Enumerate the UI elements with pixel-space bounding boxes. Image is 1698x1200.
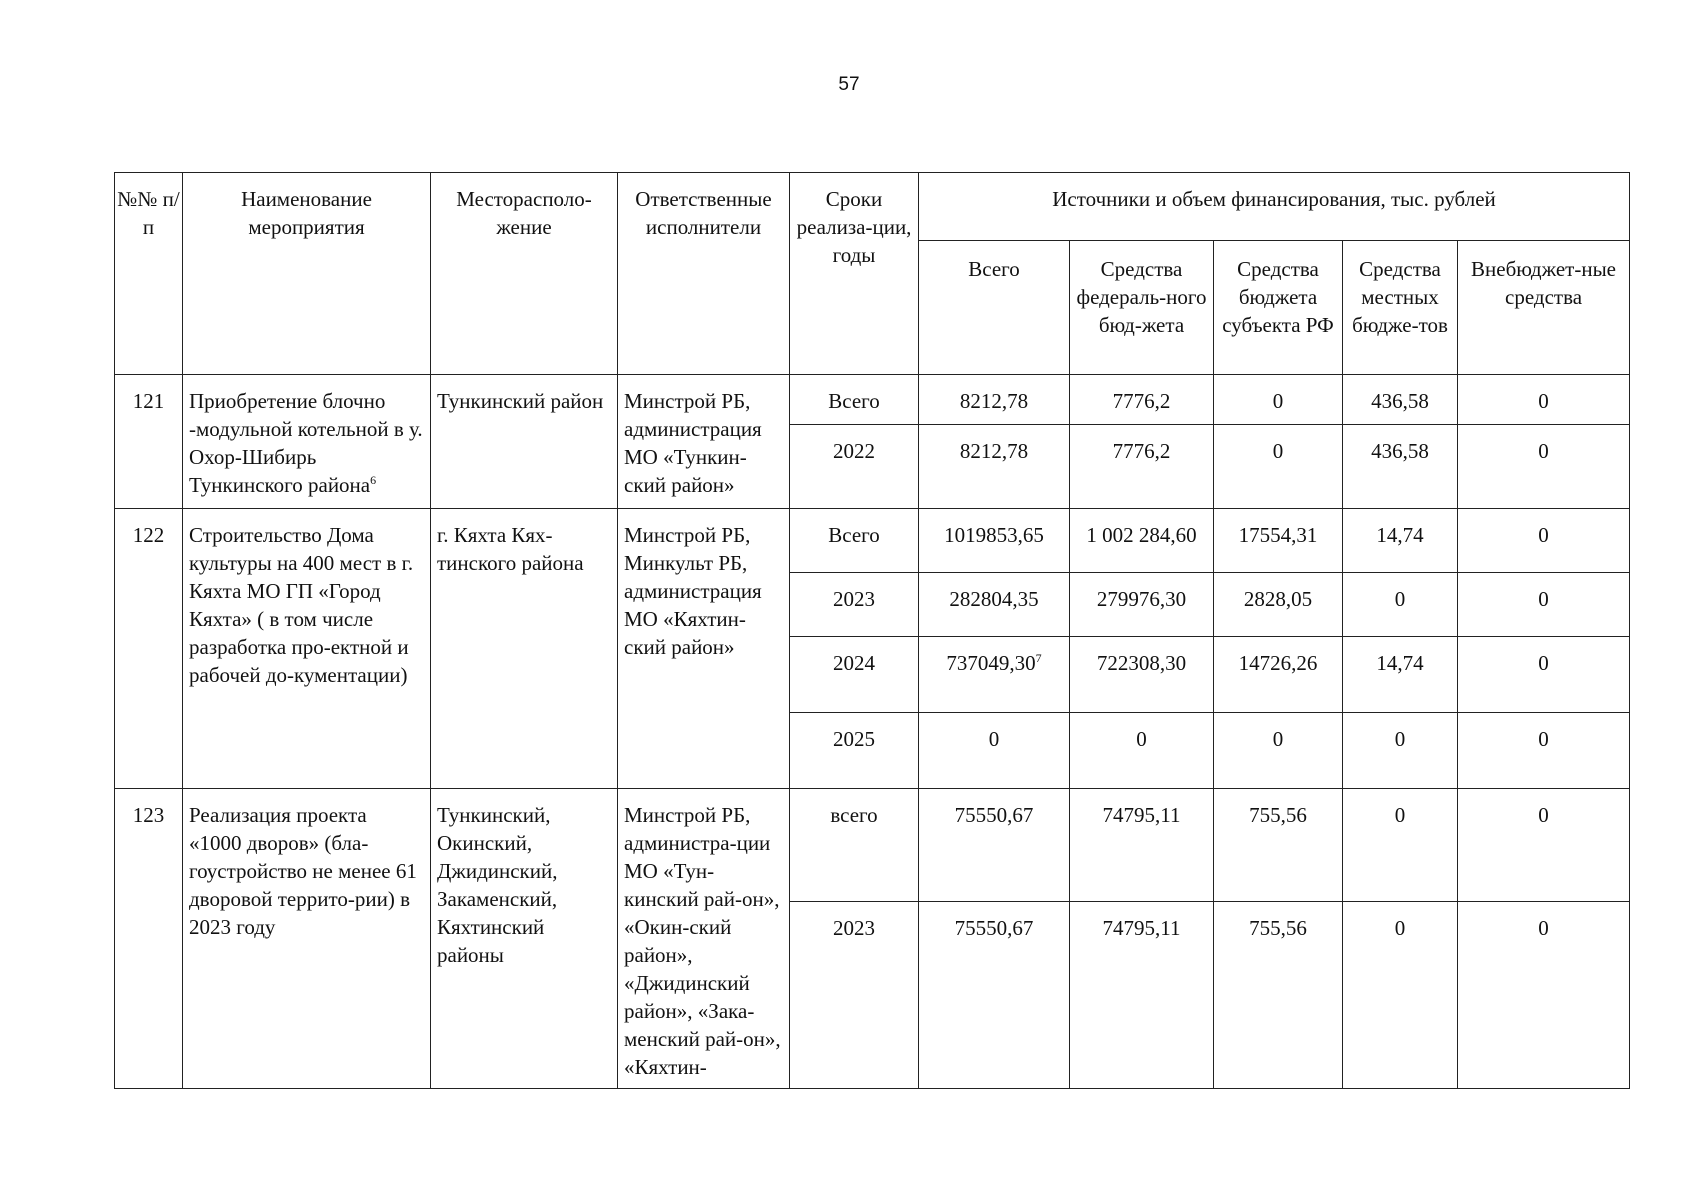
footnote-mark: 6 [370, 473, 377, 487]
cell-year: 2023 [790, 902, 919, 1089]
cell-local: 14,74 [1343, 509, 1458, 573]
cell-federal: 74795,11 [1070, 789, 1214, 902]
header-federal: Средства федераль-ного бюд-жета [1070, 241, 1214, 375]
cell-year: 2024 [790, 637, 919, 713]
cell-total: 75550,67 [919, 902, 1070, 1089]
cell-extra: 0 [1458, 509, 1630, 573]
header-location: Месторасполо-жение [431, 173, 618, 375]
cell-total: 1019853,65 [919, 509, 1070, 573]
header-row-1 [115, 173, 1630, 241]
cell-federal: 7776,2 [1070, 375, 1214, 425]
cell-total: 8212,78 [919, 375, 1070, 425]
row-location: Тункинский, Окинский, Джидинский, Закаменский, Кяхтинский районы [431, 789, 618, 1089]
header-num: №№ п/п [115, 173, 183, 375]
header-executors: Ответственные исполнители [618, 173, 790, 375]
cell-federal: 279976,30 [1070, 573, 1214, 637]
cell-extra: 0 [1458, 375, 1630, 425]
cell-local: 0 [1343, 902, 1458, 1089]
cell-extra: 0 [1458, 902, 1630, 1089]
table-row [115, 509, 1630, 573]
cell-year: 2025 [790, 713, 919, 789]
cell-extra: 0 [1458, 425, 1630, 509]
cell-year: всего [790, 789, 919, 902]
cell-local: 436,58 [1343, 425, 1458, 509]
row-location: г. Кяхта Кях-тинского района [431, 509, 618, 789]
row-name: Приобретение блочно -модульной котельной в у. Охор-Шибирь Тункинского района$^6$ [183, 375, 431, 509]
cell-year: Всего [790, 375, 919, 425]
cell-total: 75550,67 [919, 789, 1070, 902]
header-name: Наименование мероприятия [183, 173, 431, 375]
row-name: Строительство Дома культуры на 400 мест в г. Кяхта МО ГП «Город Кяхта» ( в том числе разработка про-ектной и рабочей до-кументации) [183, 509, 431, 789]
financing-table [114, 172, 1630, 1089]
cell-federal: 1 002 284,60 [1070, 509, 1214, 573]
header-local: Средства местных бюдже-тов [1343, 241, 1458, 375]
row-num: 122 [115, 509, 183, 789]
cell-regional: 0 [1214, 425, 1343, 509]
cell-total: 0 [919, 713, 1070, 789]
cell-year: Всего [790, 509, 919, 573]
cell-regional: 0 [1214, 713, 1343, 789]
cell-regional: 755,56 [1214, 902, 1343, 1089]
page-number: 57 [838, 74, 860, 95]
cell-year: 2022 [790, 425, 919, 509]
cell-local: 0 [1343, 713, 1458, 789]
cell-regional: 755,56 [1214, 789, 1343, 902]
cell-regional: 0 [1214, 375, 1343, 425]
cell-total: 737049,30$^7$ [919, 637, 1070, 713]
cell-federal: 0 [1070, 713, 1214, 789]
row-num: 121 [115, 375, 183, 509]
row-executors: Минстрой РБ, администра-ции МО «Тун-кинский рай-он», «Окин-ский район», «Джидинский район», «Зака-менский рай-он», «Кяхтин- [618, 789, 790, 1089]
cell-federal: 7776,2 [1070, 425, 1214, 509]
cell-local: 436,58 [1343, 375, 1458, 425]
cell-regional: 14726,26 [1214, 637, 1343, 713]
cell-federal: 74795,11 [1070, 902, 1214, 1089]
row-name: Реализация проекта «1000 дворов» (бла-гоустройство не менее 61 дворовой террито-рии) в 2023 году [183, 789, 431, 1089]
cell-regional: 17554,31 [1214, 509, 1343, 573]
footnote-mark: 7 [1035, 651, 1042, 665]
cell-extra: 0 [1458, 637, 1630, 713]
row-executors: Минстрой РБ, администрация МО «Тункин-ский район» [618, 375, 790, 509]
cell-extra: 0 [1458, 713, 1630, 789]
row-num: 123 [115, 789, 183, 1089]
cell-federal: 722308,30 [1070, 637, 1214, 713]
header-terms: Сроки реализа-ции, годы [790, 173, 919, 375]
header-regional: Средства бюджета субъекта РФ [1214, 241, 1343, 375]
cell-year: 2023 [790, 573, 919, 637]
cell-local: 0 [1343, 789, 1458, 902]
row-location: Тункинский район [431, 375, 618, 509]
cell-regional: 2828,05 [1214, 573, 1343, 637]
cell-local: 14,74 [1343, 637, 1458, 713]
cell-extra: 0 [1458, 789, 1630, 902]
table-row [115, 375, 1630, 425]
cell-total: 282804,35 [919, 573, 1070, 637]
header-total: Всего [919, 241, 1070, 375]
header-extra: Внебюджет-ные средства [1458, 241, 1630, 375]
table-row [115, 789, 1630, 902]
cell-extra: 0 [1458, 573, 1630, 637]
row-executors: Минстрой РБ, Минкульт РБ, администрация МО «Кяхтин-ский район» [618, 509, 790, 789]
cell-total: 8212,78 [919, 425, 1070, 509]
cell-local: 0 [1343, 573, 1458, 637]
header-funding-group: Источники и объем финансирования, тыс. рублей [919, 173, 1630, 241]
